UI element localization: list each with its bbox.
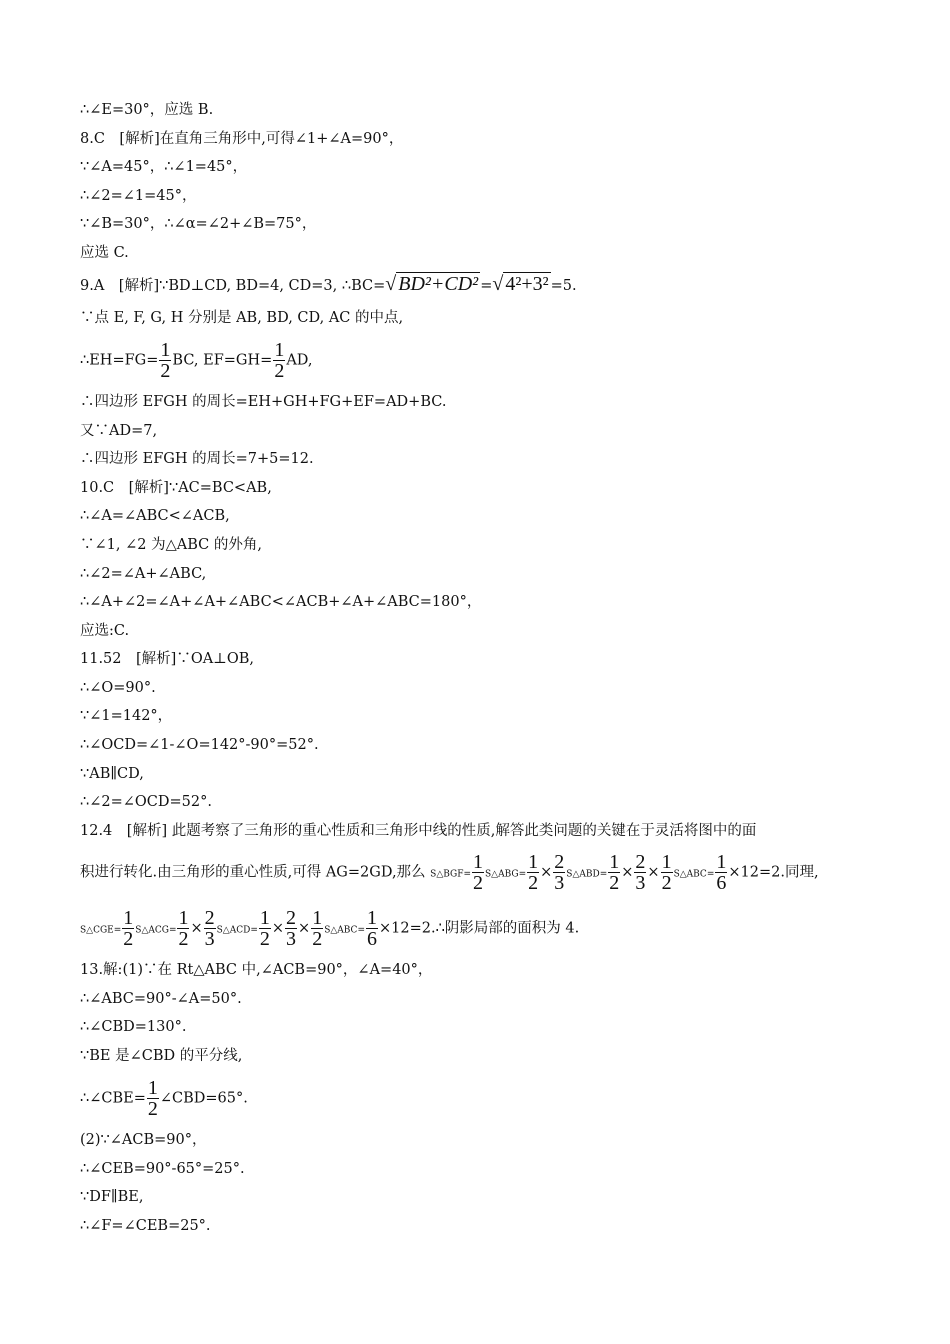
text-line: ∴∠2=∠A+∠ABC, — [80, 566, 207, 582]
text-segment: ×12=2.同理, — [728, 864, 819, 881]
fraction: $\frac{1}{2}$ — [178, 907, 189, 950]
fraction: $\frac{2}{3}$ — [635, 851, 646, 894]
area-label: S△ABD= — [566, 869, 608, 880]
text-line: (2)∵∠ACB=90°， — [80, 1132, 207, 1148]
fraction: $\frac{1}{2}$ — [147, 1077, 158, 1120]
text-segment: AD, — [286, 352, 313, 369]
text-line-9: 9.A [解析]∵BD⊥CD, BD=4, CD=3, ∴BC=√ BD²+CD² =√ 4²+3² =5. — [80, 273, 577, 295]
text-line: ∴∠2=∠1=45°， — [80, 188, 197, 204]
text-line: ∴∠2=∠OCD=52°. — [80, 794, 212, 810]
radicand: 4²+3² — [505, 273, 549, 295]
area-label: S△BGF= — [430, 869, 472, 880]
text-line: ∴∠A+∠2=∠A+∠A+∠ABC<∠ACB+∠A+∠ABC=180°， — [80, 594, 482, 610]
text-line: ∴四边形 EFGH 的周长=7+5=12. — [80, 451, 314, 467]
text-line: ∴∠E=30°，应选 B. — [80, 102, 214, 118]
fraction: $\frac{1}{6}$ — [716, 851, 727, 894]
text-segment: 9.A [解析]∵BD⊥CD, BD=4, CD=3, ∴BC= — [80, 278, 386, 294]
text-line: ∵∠B=30°，∴∠α=∠2+∠B=75°， — [80, 216, 317, 232]
text-line: ∵AB∥CD, — [80, 766, 144, 782]
fraction: $\frac{1}{2}$ — [259, 907, 270, 950]
sqrt-sign: √ — [385, 273, 397, 295]
area-label: S△ACG= — [135, 925, 177, 936]
text-line: ∵点 E, F, G, H 分别是 AB, BD, CD, AC 的中点, — [80, 310, 404, 326]
text-line: 13.解:(1)∵在 Rt△ABC 中,∠ACB=90°，∠A=40°， — [80, 962, 433, 978]
text-line: ∵∠1=142°， — [80, 708, 173, 724]
text-line: ∴∠O=90°. — [80, 680, 156, 696]
text-line: ∵BE 是∠CBD 的平分线, — [80, 1048, 243, 1064]
fraction: $\frac{1}{2}$ — [312, 907, 323, 950]
text-segment: ∴∠CBE= — [80, 1090, 146, 1107]
text-segment: ∴EH=FG= — [80, 352, 159, 369]
text-segment: 积进行转化.由三角形的重心性质,可得 AG=2GD,那么 — [80, 864, 426, 881]
text-line: 10.C [解析]∵AC=BC<AB, — [80, 480, 272, 496]
area-label: S△ABC= — [324, 925, 365, 936]
fraction: $\frac{1}{6}$ — [366, 907, 377, 950]
text-segment: ∠CBD=65°. — [159, 1090, 248, 1107]
fraction: $\frac{1}{2}$ — [123, 907, 134, 950]
fraction: $\frac{1}{2}$ — [661, 851, 672, 894]
text-line-half — [80, 340, 313, 381]
text-line-area-2: S△CGE= $\frac{1}{2}$ S△ACG= $\frac{1}{2}$ × $\frac{2}{3}$ S△ACD= $\frac{1}{2}$ × $\frac{2}{3}$ × $\frac{1}{2}$ S△ABC= $\frac{1}{6}$ ×12=2.∴阴影局部的面积为 4. — [80, 907, 580, 950]
text-line: ∴∠OCD=∠1-∠O=142°-90°=52°. — [80, 737, 319, 753]
text-line: 应选:C. — [80, 623, 130, 639]
fraction: $\frac{1}{2}$ — [274, 339, 285, 382]
fraction: $\frac{1}{2}$ — [528, 851, 539, 894]
text-line: 11.52 [解析]∵OA⊥OB, — [80, 651, 254, 667]
area-label: S△ABG= — [485, 869, 527, 880]
text-segment: =5. — [550, 278, 577, 294]
area-label: S△ACD= — [216, 925, 258, 936]
fraction: $\frac{1}{2}$ — [473, 851, 484, 894]
fraction: $\frac{1}{2}$ — [160, 339, 171, 382]
text-line: ∴∠ABC=90°-∠A=50°. — [80, 991, 242, 1007]
text-line: ∴∠A=∠ABC<∠ACB, — [80, 508, 230, 524]
text-line: 应选 C. — [80, 245, 129, 261]
fraction: $\frac{2}{3}$ — [204, 907, 215, 950]
text-segment: BC, EF=GH= — [172, 352, 273, 369]
text-line: 12.4 [解析] 此题考察了三角形的重心性质和三角形中线的性质,解答此类问题的关键在于灵活将图中的面 — [80, 823, 757, 839]
sqrt-sign: √ — [492, 273, 504, 295]
radicand: BD²+CD² — [398, 273, 479, 295]
text-line: ∵∠A=45°，∴∠1=45°， — [80, 159, 248, 175]
text-line: ∴∠CBD=130°. — [80, 1019, 187, 1035]
text-segment: ×12=2.∴阴影局部的面积为 4. — [378, 920, 580, 937]
text-line: ∵∠1, ∠2 为△ABC 的外角, — [80, 537, 262, 553]
text-line: ∵DF∥BE, — [80, 1189, 144, 1205]
text-line-half-2 — [80, 1078, 248, 1119]
area-label: S△CGE= — [80, 925, 122, 936]
fraction: $\frac{1}{2}$ — [609, 851, 620, 894]
fraction: $\frac{2}{3}$ — [554, 851, 565, 894]
text-line: ∴四边形 EFGH 的周长=EH+GH+FG+EF=AD+BC. — [80, 394, 447, 410]
text-line: 8.C [解析]在直角三角形中,可得∠1+∠A=90°， — [80, 131, 404, 147]
text-line: ∴∠CEB=90°-65°=25°. — [80, 1161, 245, 1177]
text-line-area-1: 积进行转化.由三角形的重心性质,可得 AG=2GD,那么 S△BGF= $\frac{1}{2}$ S△ABG= $\frac{1}{2}$ × $\frac{2}{3}$ S△ABD= $\frac{1}{2}$ × $\frac{2}{3}$ × $\frac{1}{2}$ S△ABC= $\frac{1}{6}$ ×12=2.同理, — [80, 851, 819, 894]
text-line: ∴∠F=∠CEB=25°. — [80, 1218, 211, 1234]
text-line: 又∵AD=7, — [80, 423, 158, 439]
fraction: $\frac{2}{3}$ — [286, 907, 297, 950]
area-label: S△ABC= — [673, 869, 715, 880]
